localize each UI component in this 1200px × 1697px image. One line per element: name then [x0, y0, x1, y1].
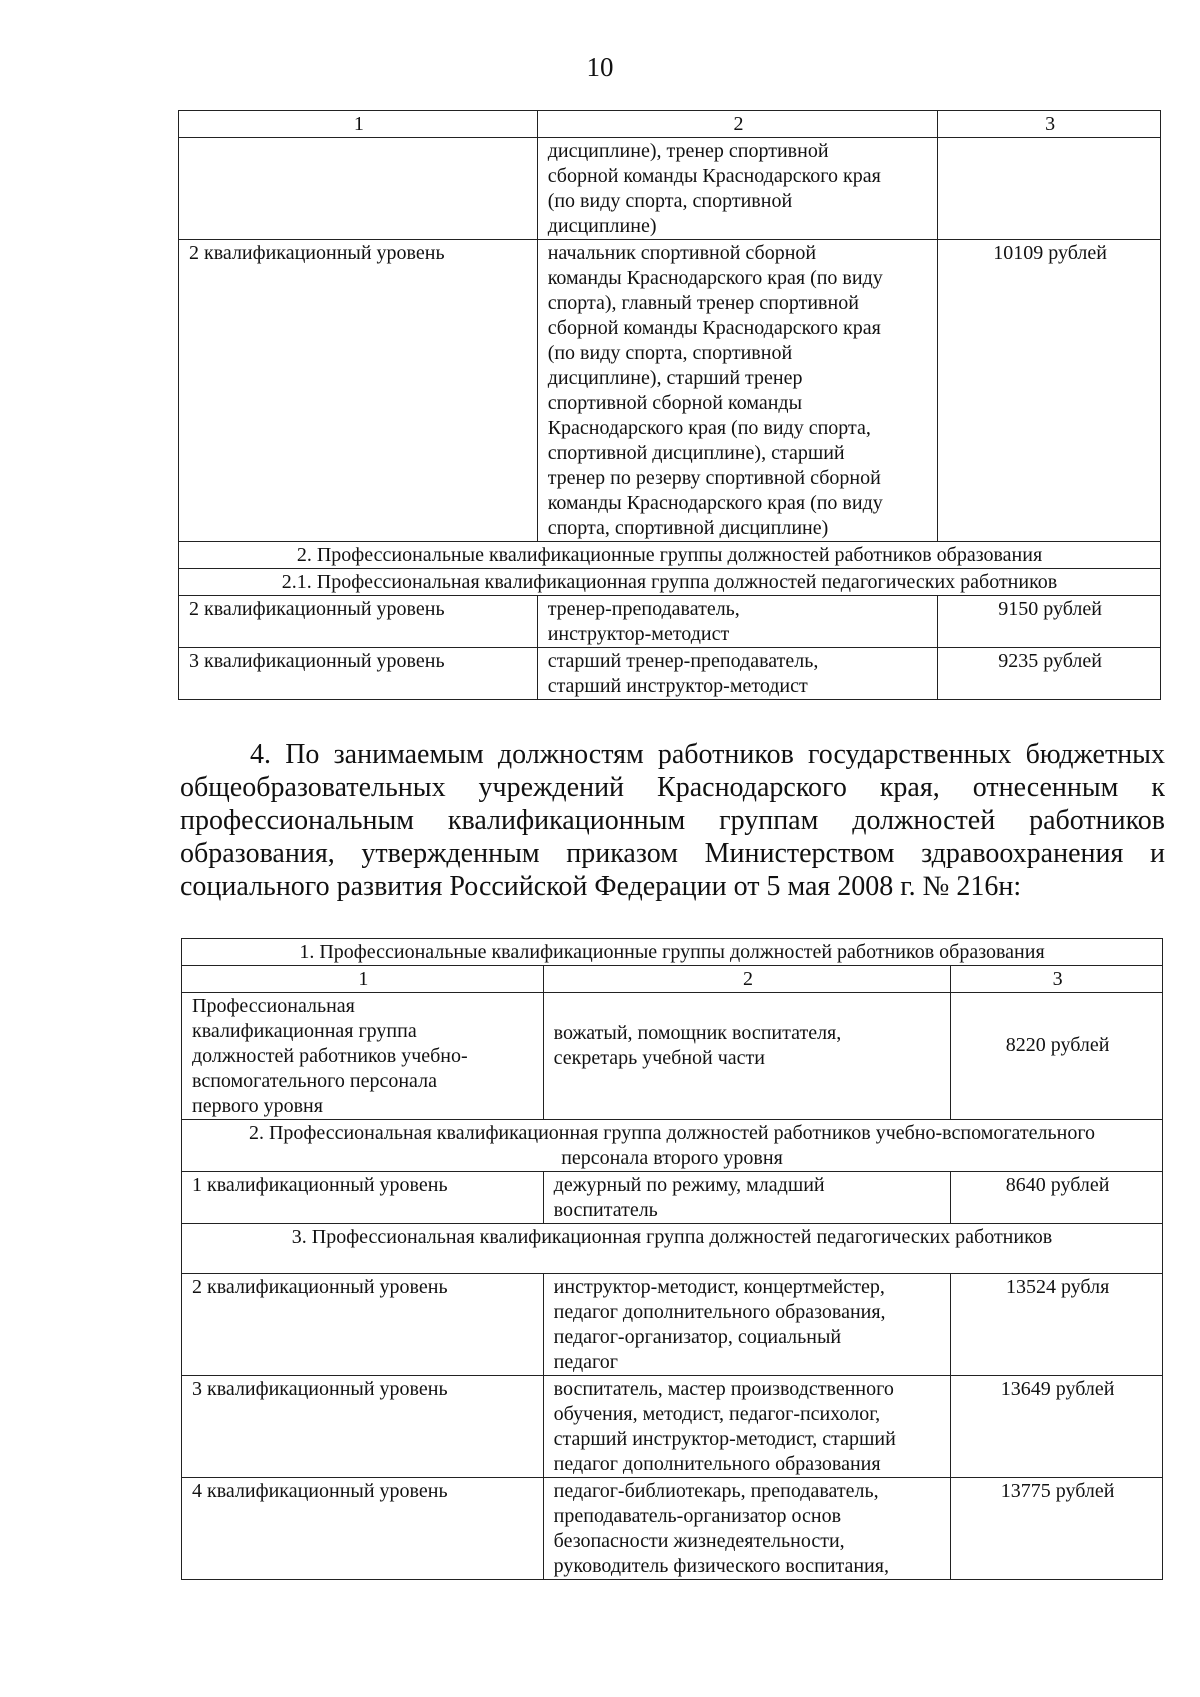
subgroup-title: 2.1. Профессиональная квалификационная группа должностей педагогических работников — [179, 569, 1161, 596]
group-title-line: 2. Профессиональная квалификационная группа должностей работников учебно-вспомогательного — [248, 1122, 1096, 1144]
positions-cell — [543, 1274, 951, 1376]
positions-cell — [543, 1172, 951, 1224]
position-line: воспитатель — [553, 1199, 658, 1221]
salary-cell: 13775 рублей — [951, 1478, 1163, 1580]
position-line: преподаватель-организатор основ — [553, 1505, 842, 1527]
position-line: тренер по резерву спортивной сборной — [547, 467, 881, 489]
group-line: квалификационная группа — [192, 1020, 417, 1042]
table-title: 1. Профессиональные квалификационные группы должностей работников образования — [182, 939, 1163, 966]
position-line: (по виду спорта, спортивной — [547, 342, 793, 364]
position-line: обучения, методист, педагог-психолог, — [553, 1403, 881, 1425]
group-line: первого уровня — [192, 1095, 323, 1117]
table-header-row — [182, 966, 1163, 993]
salary-cell: 10109 рублей — [938, 240, 1161, 542]
level-cell — [179, 138, 538, 240]
section-4-paragraph: 4. По занимаемым должностям работников государственных бюджетных общеобразовательных учреждений Краснодарского края, отнесенным к профессиональным квалификационным группам должностей работников образования, утвержденным приказом Министерством здравоохранения и социального развития Российской Федерации от 5 мая 2008 г. № 216н: — [180, 739, 1165, 902]
position-line: старший инструктор-методист — [547, 675, 808, 697]
level-cell: 2 квалификационный уровень — [179, 240, 538, 542]
group-title-row — [179, 542, 1161, 569]
table-row — [182, 1478, 1163, 1580]
positions-cell — [537, 596, 938, 648]
position-line: команды Краснодарского края (по виду — [547, 267, 883, 289]
level-cell: 3 квалификационный уровень — [179, 648, 538, 700]
position-line: начальник спортивной сборной — [547, 242, 817, 264]
positions-cell — [543, 1478, 951, 1580]
position-line: инструктор-методист — [547, 623, 730, 645]
position-line: дисциплине), тренер спортивной — [547, 140, 829, 162]
position-line: секретарь учебной части — [553, 1046, 766, 1069]
table-row — [179, 596, 1161, 648]
group-title: 3. Профессиональная квалификационная группа должностей педагогических работников — [182, 1224, 1163, 1274]
salary-table-education — [181, 938, 1163, 1580]
column-number-2: 2 — [543, 966, 951, 993]
group-cell — [182, 993, 544, 1120]
position-line: вожатый, помощник воспитателя, — [553, 1021, 842, 1044]
level-cell: 4 квалификационный уровень — [182, 1478, 544, 1580]
level-cell: 2 квалификационный уровень — [182, 1274, 544, 1376]
salary-table-sports — [178, 110, 1161, 700]
position-line: воспитатель, мастер производственного — [553, 1378, 894, 1400]
group-line: должностей работников учебно- — [192, 1045, 468, 1067]
position-line: руководитель физического воспитания, — [553, 1555, 889, 1577]
position-line: старший инструктор-методист, старший — [553, 1428, 896, 1450]
column-number-3: 3 — [951, 966, 1163, 993]
column-number-2: 2 — [537, 111, 938, 138]
level-cell: 1 квалификационный уровень — [182, 1172, 544, 1224]
salary-cell: 13524 рубля — [951, 1274, 1163, 1376]
position-line: сборной команды Краснодарского края — [547, 317, 881, 339]
level-cell: 2 квалификационный уровень — [179, 596, 538, 648]
table-row — [182, 1172, 1163, 1224]
position-line: педагог дополнительного образования — [553, 1453, 881, 1475]
table-row — [182, 993, 1163, 1120]
position-line: дисциплине), старший тренер — [547, 367, 803, 389]
position-line: сборной команды Краснодарского края — [547, 165, 881, 187]
group-line: Профессиональная — [192, 995, 355, 1017]
column-number-1: 1 — [182, 966, 544, 993]
page-number: 10 — [586, 52, 614, 82]
salary-cell: 8640 рублей — [951, 1172, 1163, 1224]
position-line: команды Краснодарского края (по виду — [547, 492, 883, 514]
table-title-row — [182, 939, 1163, 966]
position-line: старший тренер-преподаватель, — [547, 650, 819, 672]
positions-cell — [537, 648, 938, 700]
group-line: вспомогательного персонала — [192, 1070, 437, 1092]
positions-cell — [543, 993, 951, 1120]
position-line: спортивной сборной команды — [547, 392, 803, 414]
position-line: инструктор-методист, концертмейстер, — [553, 1276, 885, 1298]
column-number-3: 3 — [938, 111, 1161, 138]
table-header-row — [179, 111, 1161, 138]
positions-cell — [537, 240, 938, 542]
position-line: педагог-библиотекарь, преподаватель, — [553, 1480, 879, 1502]
salary-cell: 9235 рублей — [938, 648, 1161, 700]
group-title-row — [182, 1224, 1163, 1274]
position-line: спорта), главный тренер спортивной — [547, 292, 859, 314]
salary-cell: 9150 рублей — [938, 596, 1161, 648]
group-title-line: персонала второго уровня — [561, 1147, 783, 1169]
group-title-row — [182, 1120, 1163, 1172]
salary-cell: 13649 рублей — [951, 1376, 1163, 1478]
position-line: педагог дополнительного образования, — [553, 1301, 886, 1323]
table-row — [179, 648, 1161, 700]
group-title: 2. Профессиональные квалификационные группы должностей работников образования — [179, 542, 1161, 569]
table-row — [182, 1274, 1163, 1376]
column-number-1: 1 — [179, 111, 538, 138]
level-cell: 3 квалификационный уровень — [182, 1376, 544, 1478]
position-line: педагог — [553, 1351, 618, 1373]
position-line: спорта, спортивной дисциплине) — [547, 517, 829, 539]
position-line: тренер-преподаватель, — [547, 598, 740, 620]
position-line: педагог-организатор, социальный — [553, 1326, 842, 1348]
position-line: спортивной дисциплине), старший — [547, 442, 845, 464]
position-line: дисциплине) — [547, 215, 657, 237]
positions-cell — [543, 1376, 951, 1478]
salary-cell — [938, 138, 1161, 240]
positions-cell — [537, 138, 938, 240]
position-line: (по виду спорта, спортивной — [547, 190, 793, 212]
position-line: Краснодарского края (по виду спорта, — [547, 417, 871, 439]
position-line: дежурный по режиму, младший — [553, 1174, 825, 1196]
subgroup-title-row — [179, 569, 1161, 596]
table-row — [182, 1376, 1163, 1478]
table-row — [179, 240, 1161, 542]
salary-cell: 8220 рублей — [951, 993, 1163, 1120]
position-line: безопасности жизнедеятельности, — [553, 1530, 845, 1552]
group-title — [182, 1120, 1163, 1172]
table-row — [179, 138, 1161, 240]
